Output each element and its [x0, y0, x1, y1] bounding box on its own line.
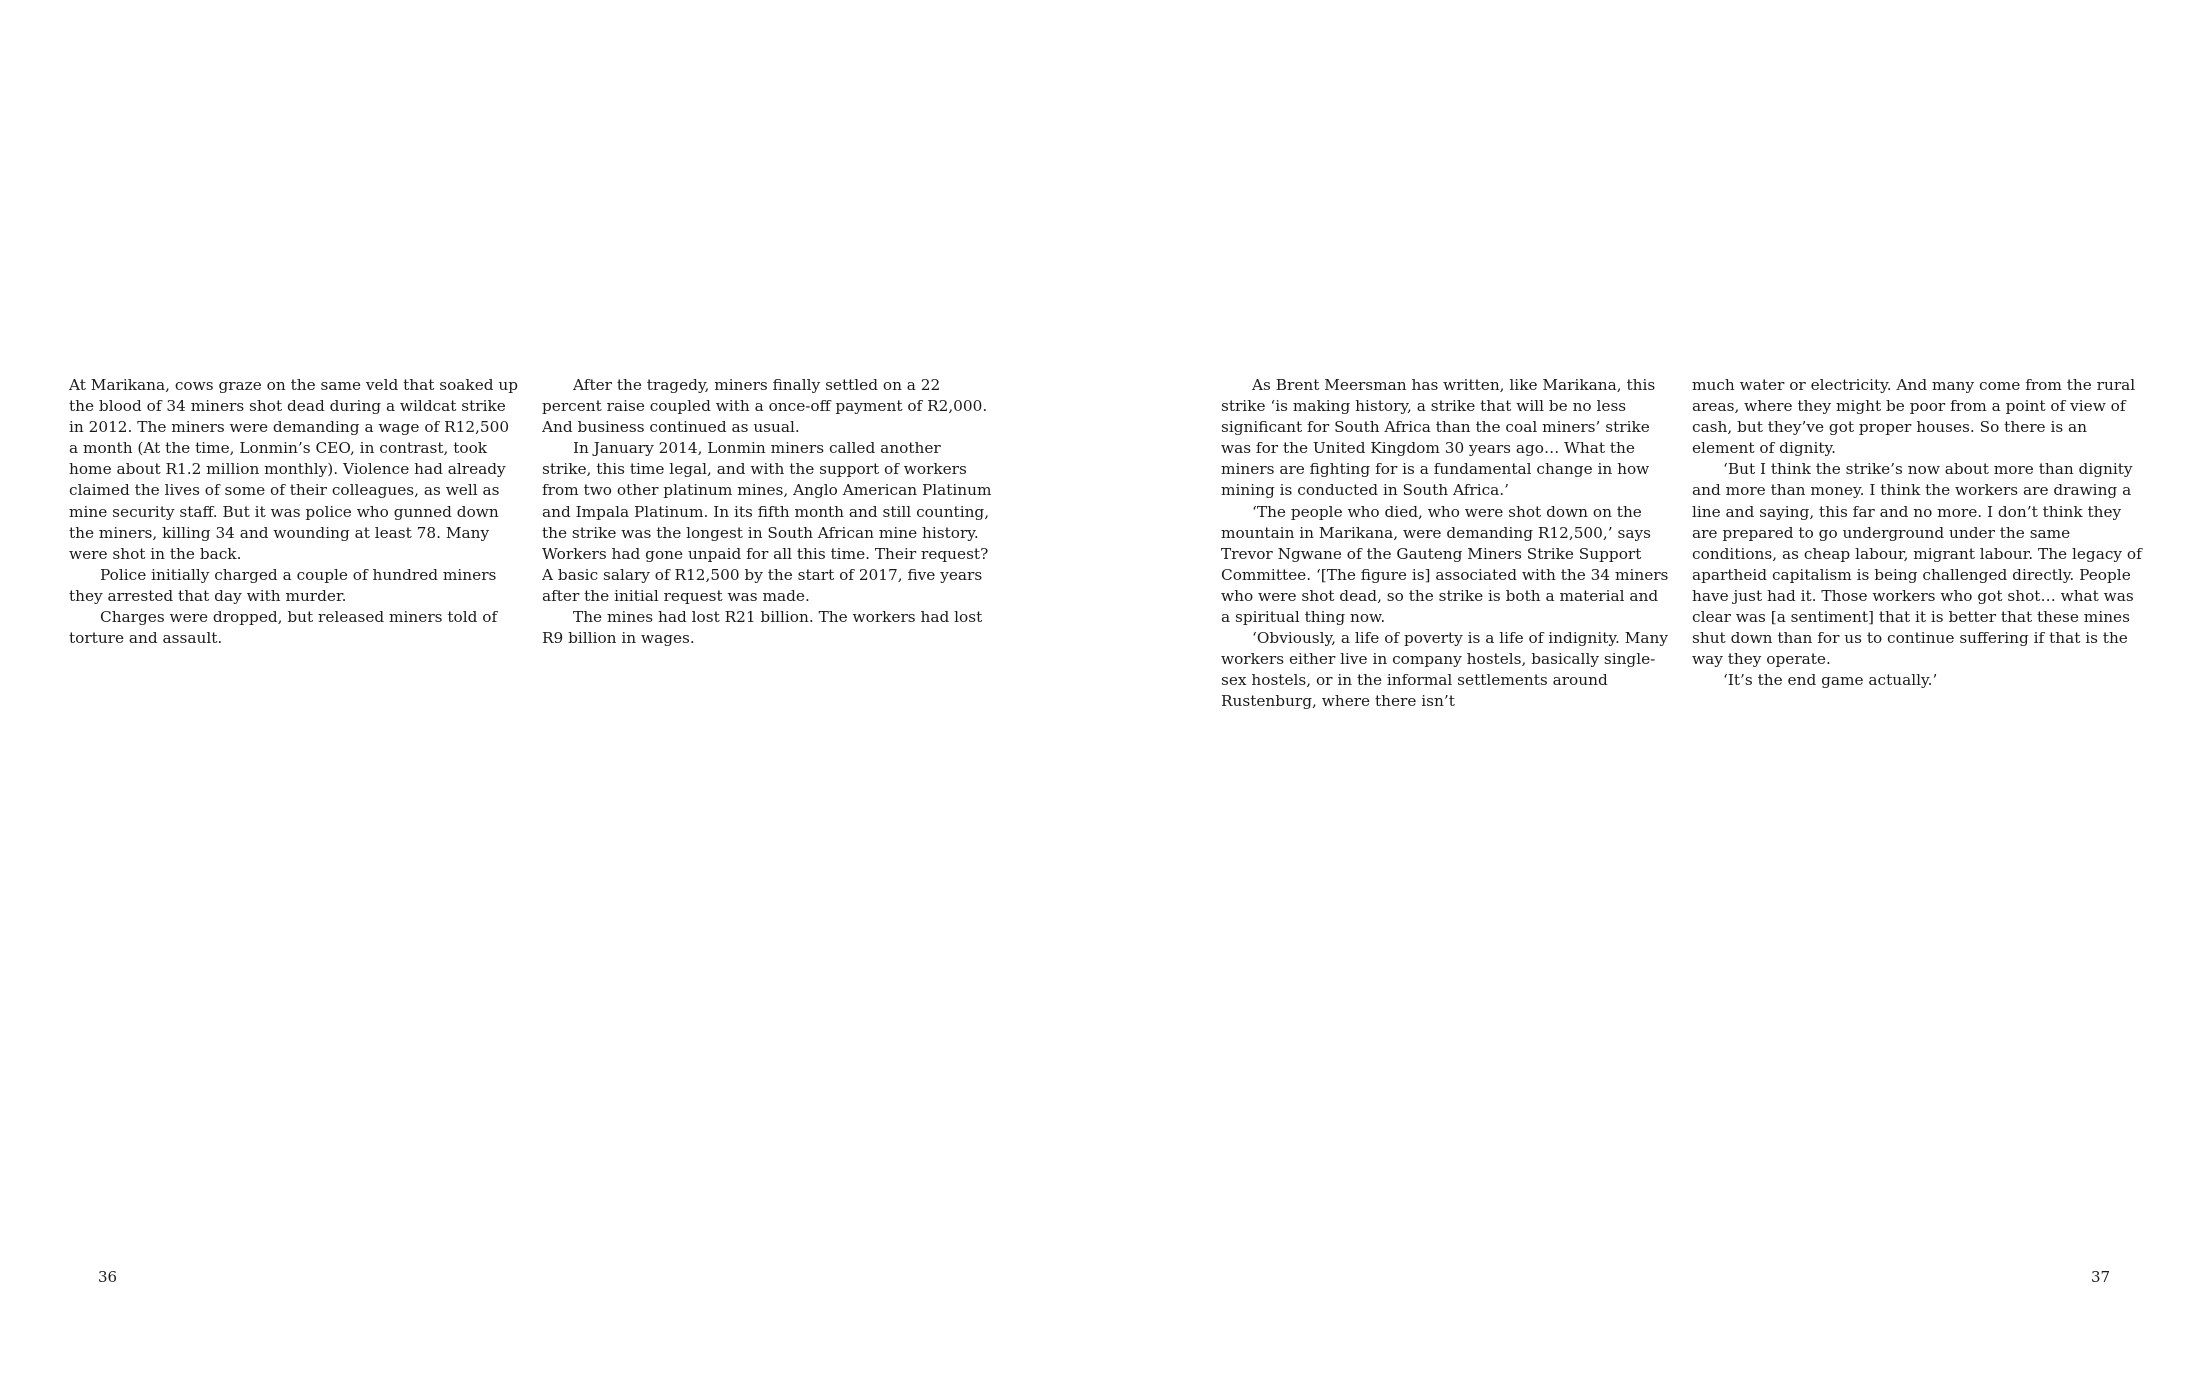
left-page-column-2 [542, 375, 992, 649]
paragraph: Police initially charged a couple of hundred miners they arrested that day with murder. [69, 565, 497, 605]
paragraph: ‘Obviously, a life of poverty is a life of indignity. Many workers either live in company hostels, basically single-sex hostels, or in the informal settlements around Rustenburg, where there isn’t [1221, 629, 1669, 711]
paragraph: much water or electricity. And many come from the rural areas, where they might be poor from a point of view of cash, but they’ve got proper houses. So there is an element of dignity. [1692, 376, 2136, 458]
right-page-column-2 [1692, 375, 2142, 691]
paragraph: Charges were dropped, but released miners told of torture and assault. [69, 608, 498, 648]
paragraph: ‘The people who died, who were shot down on the mountain in Marikana, were demanding R12,500,’ says Trevor Ngwane of the Gauteng Miners Strike Support Committee. ‘[The figure is] associated with the 34 miners who were shot dead, so the strike is both a material and a spiritual thing now. [1221, 502, 1669, 627]
right-page [1100, 0, 2200, 1376]
paragraph: ‘But I think the strike’s now about more than dignity and more than money. I think the workers are drawing a line and saying, this far and no more. I don’t think they are prepared to go underground under the same conditions, as cheap labour, migrant labour. The legacy of apartheid capitalism is being challenged directly. People have just had it. Those workers who got shot… what was clear was [a sentiment] that it is better that these mines shut down than for us to continue suffering if that is the way they operate. [1692, 460, 2142, 669]
paragraph: At Marikana, cows graze on the same veld that soaked up the blood of 34 miners shot dead during a wildcat strike in 2012. The miners were demanding a wage of R12,500 a month (At the time, Lonmin’s CEO, in contrast, took home about R1.2 million monthly). Violence had already claimed the lives of some of their colleagues, as well as mine security staff. But it was police who gunned down the miners, killing 34 and wounding at least 78. Many were shot in the back. [69, 376, 519, 563]
page-number: 36 [98, 1268, 118, 1286]
paragraph: In January 2014, Lonmin miners called another strike, this time legal, and with the support of workers from two other platinum mines, Anglo American Platinum and Impala Platinum. In its fifth month and still counting, the strike was the longest in South African mine history. Workers had gone unpaid for all this time. Their request? A basic salary of R12,500 by the start of 2017, five years after the initial request was made. [542, 439, 992, 605]
paragraph: After the tragedy, miners finally settled on a 22 percent raise coupled with a once-off payment of R2,000. And business continued as usual. [542, 376, 988, 437]
paragraph: As Brent Meersman has written, like Marikana, this strike ‘is making history, a strike that will be no less significant for South Africa than the coal miners’ strike was for the United Kingdom 30 years ago… What the miners are fighting for is a fundamental change in how mining is conducted in South Africa.’ [1221, 376, 1656, 500]
left-page-column-1 [69, 375, 519, 649]
paragraph: The mines had lost R21 billion. The workers had lost R9 billion in wages. [542, 608, 983, 648]
right-page-column-1 [1221, 375, 1671, 713]
page-number: 37 [2091, 1268, 2111, 1286]
paragraph: ‘It’s the end game actually.’ [1723, 671, 1938, 690]
